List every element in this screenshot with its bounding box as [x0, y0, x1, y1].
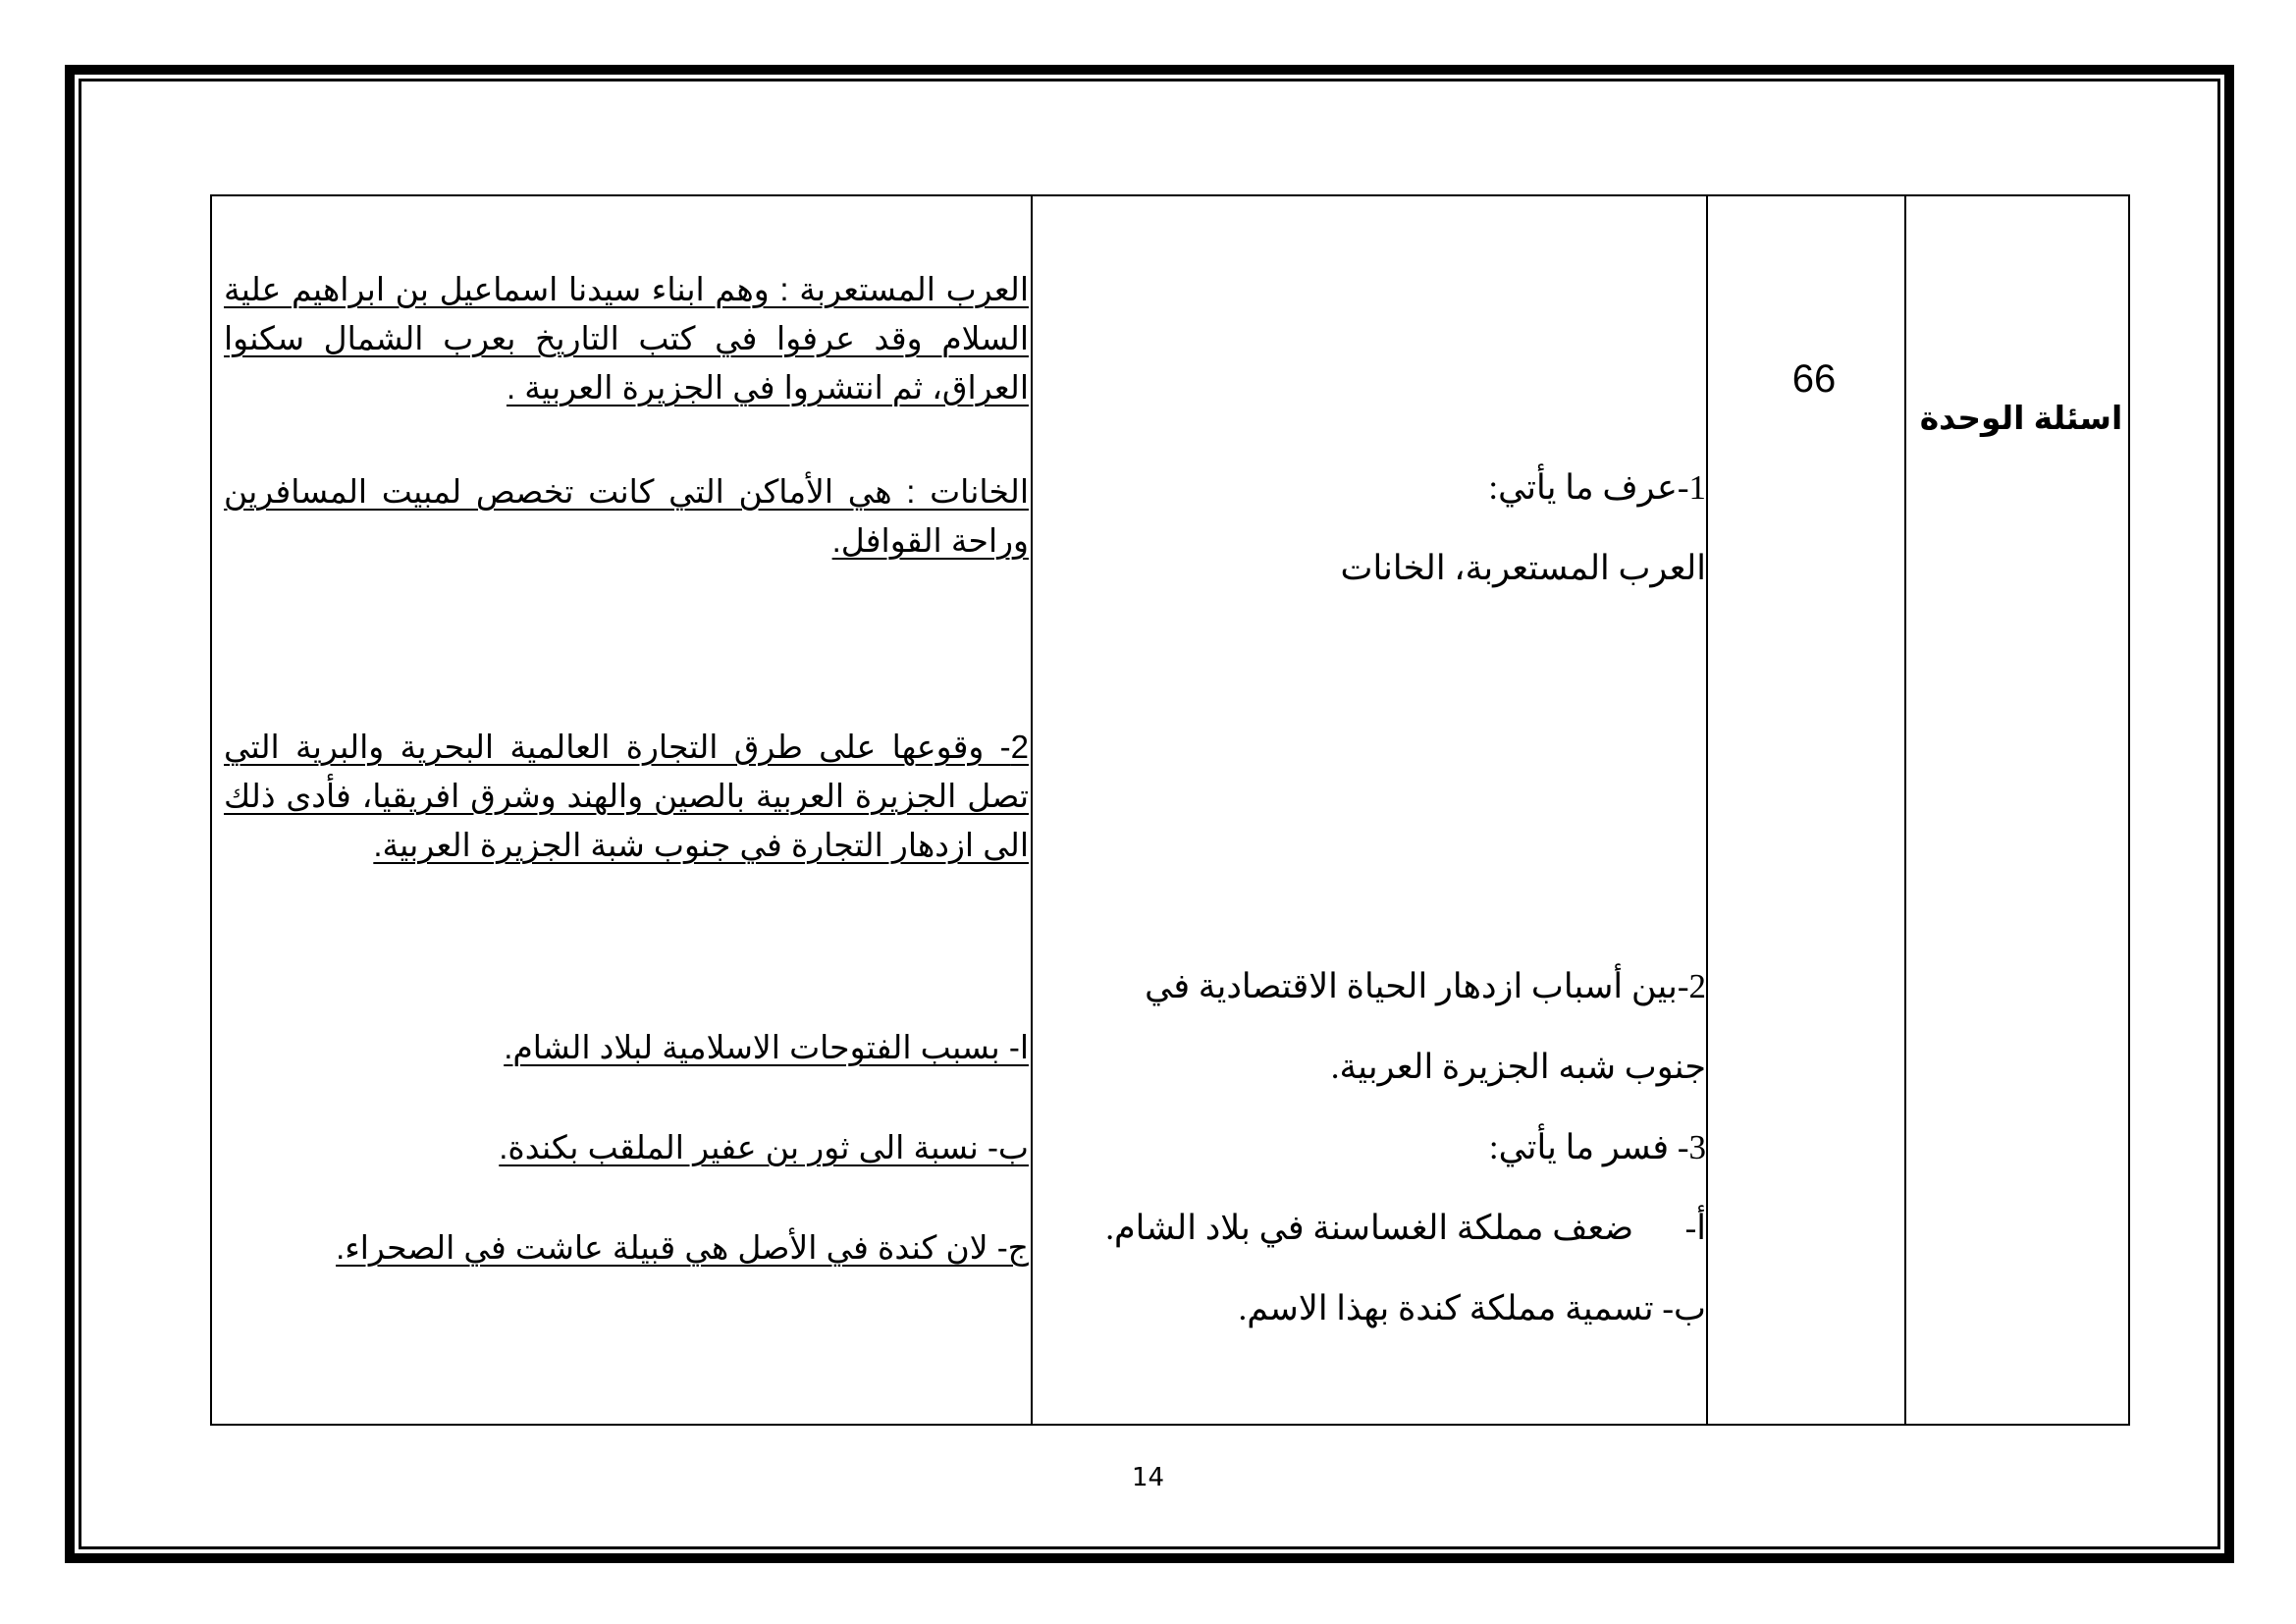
column-divider-answers: [1031, 196, 1033, 1424]
question-1: [1041, 448, 1706, 609]
unit-questions-title: اسئلة الوحدة: [1919, 400, 2123, 436]
answer-ghassanids: ا- بسبب الفتوحات الاسلامية لبلاد الشام.: [504, 1029, 1029, 1065]
question-3-prompt: 3- فسر ما يأتي:: [1488, 1128, 1706, 1166]
questions-table: [210, 194, 2130, 1426]
unit-mark: 66: [1791, 357, 1837, 401]
question-2-line-2: جنوب شبه الجزيرة العربية.: [1330, 1048, 1706, 1086]
answer-kinda-name: ب- نسبة الى ثور بن عفير الملقب بكندة.: [499, 1129, 1029, 1165]
question-1-prompt: 1-عرف ما يأتي:: [1488, 468, 1706, 507]
answer-kinda-origin: ج- لان كندة في الأصل هي قبيلة عاشت في الصحراء.: [336, 1229, 1029, 1266]
answer-economic-causes: 2- وقوعها على طرق التجارة العالمية البحرية والبرية التي تصل الجزيرة العربية بالصين والهند وشرق افريقيا، فأدى ذلك الى ازدهار التجارة في جنوب شبة الجزيرة العربية.: [224, 729, 1029, 863]
question-2-line-1: 2-بين أسباب ازدهار الحياة الاقتصادية في: [1145, 967, 1706, 1005]
answer-arabs-mustarabah: العرب المستعربة : وهم ابناء سيدنا اسماعيل بن ابراهيم علية السلام وقد عرفوا في كتب التاريخ بعرب الشمال سكنوا العراق، ثم انتشروا في الجزيرة العربية .: [224, 271, 1029, 406]
answer-khans: الخانات : هي الأماكن التي كانت تخصص لمبيت المسافرين وراحة القوافل.: [224, 473, 1029, 559]
question-1-terms: العرب المستعربة، الخانات: [1340, 549, 1706, 587]
question-3-a: أ- ضعف مملكة الغساسنة في بلاد الشام.: [1105, 1209, 1706, 1247]
question-2-3: [1041, 947, 1706, 1349]
question-3-b: ب- تسمية مملكة كندة بهذا الاسم.: [1238, 1289, 1706, 1327]
page-number: 14: [1131, 1463, 1165, 1492]
column-divider-questions: [1706, 196, 1708, 1424]
